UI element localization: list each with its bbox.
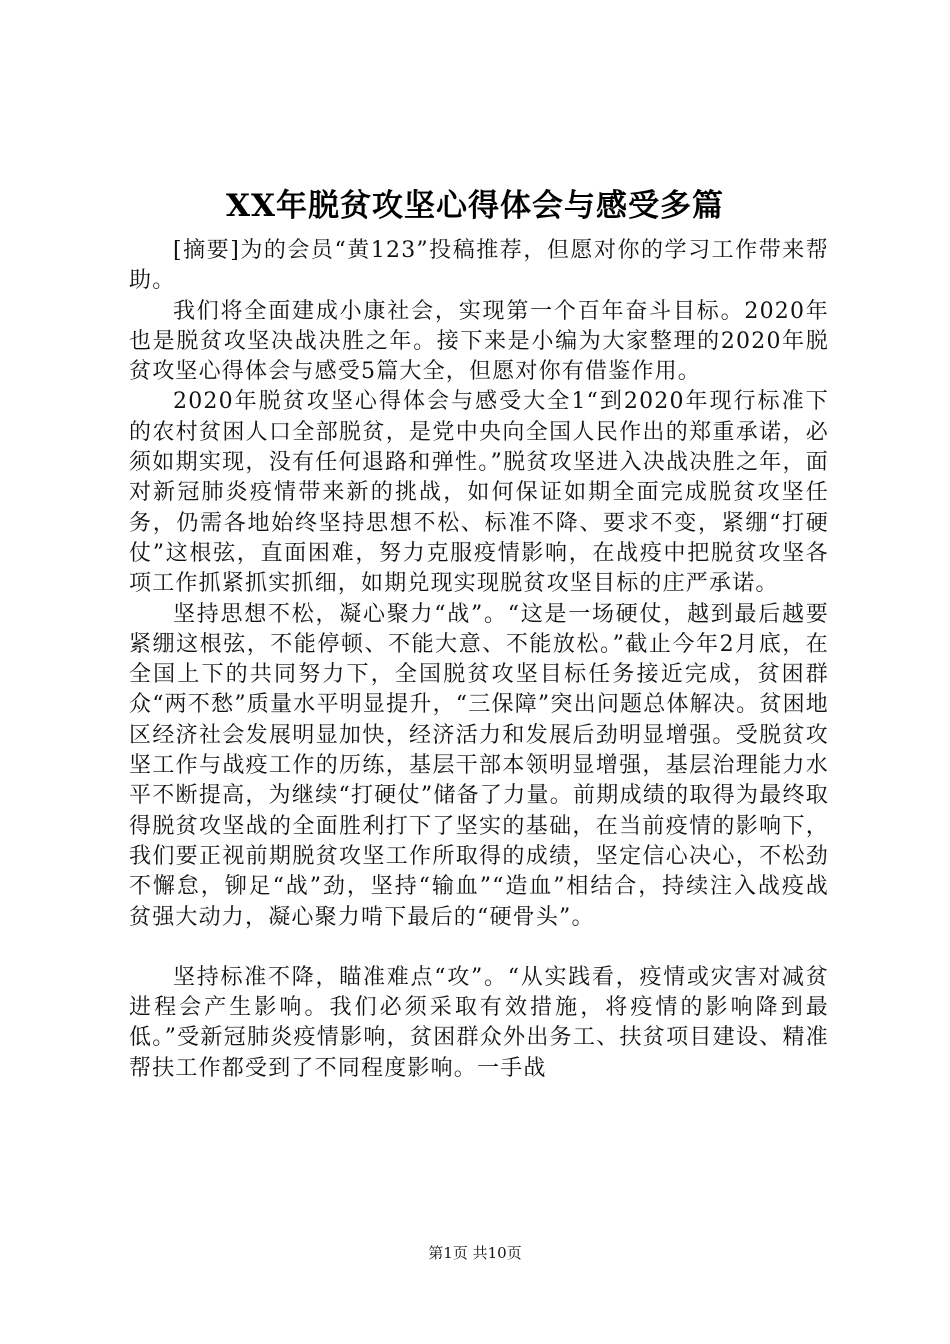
paragraph-standard-not-lowered: 坚持标准不降，瞄准难点“攻”。“从实践看，疫情或灾害对减贫进程会产生影响。我们必须采取有效措施，将疫情的影响降到最低。”受新冠肺炎疫情影响，贫困群众外出务工、扶贫项目建设、精准帮扶工作都受到了不同程度影响。一手战 — [129, 964, 829, 1081]
paragraph-thought-not-loose: 坚持思想不松，凝心聚力“战”。“这是一场硬仗，越到最后越要紧绷这根弦，不能停顿、不能大意、不能放松。”截止今年2月底，在全国上下的共同努力下，全国脱贫攻坚目标任务接近完成，贫困群众“两不愁”质量水平明显提升，“三保障”突出问题总体解决。贫困地区经济社会发展明显加快，经济活力和发展后劲明显增强。受脱贫攻坚工作与战疫工作的历练，基层干部本领明显增强，基层治理能力水平不断提高，为继续“打硬仗”储备了力量。前期成绩的取得为最终取得脱贫攻坚战的全面胜利打下了坚实的基础，在当前疫情的影响下，我们要正视前期脱贫攻坚工作所取得的成绩，坚定信心决心，不松劲不懈怠，铆足“战”劲，坚持“输血”“造血”相结合，持续注入战疫战贫强大动力，凝心聚力啃下最后的“硬骨头”。 — [129, 601, 829, 930]
paragraph-intro: 我们将全面建成小康社会，实现第一个百年奋斗目标。2020年也是脱贫攻坚决战决胜之年。接下来是小编为大家整理的2020年脱贫攻坚心得体会与感受5篇大全，但愿对你有借鉴作用。 — [129, 298, 829, 385]
document-body — [129, 236, 829, 1084]
page-footer: 第1页 共10页 — [428, 1244, 522, 1262]
paragraph-abstract: [摘要]为的会员“黄123”投稿推荐，但愿对你的学习工作带来帮助。 — [129, 238, 829, 294]
document-title: XX年脱贫攻坚心得体会与感受多篇 — [225, 188, 725, 224]
paragraph-section-1: 2020年脱贫攻坚心得体会与感受大全1“到2020年现行标准下的农村贫困人口全部脱贫，是党中央向全国人民作出的郑重承诺，必须如期实现，没有任何退路和弹性。”脱贫攻坚进入决战决胜之年，面对新冠肺炎疫情带来新的挑战，如何保证如期全面完成脱贫攻坚任务，仍需各地始终坚持思想不松、标准不降、要求不变，紧绷“打硬仗”这根弦，直面困难，努力克服疫情影响，在战疫中把脱贫攻坚各项工作抓紧抓实抓细，如期兑现实现脱贫攻坚目标的庄严承诺。 — [129, 389, 829, 597]
